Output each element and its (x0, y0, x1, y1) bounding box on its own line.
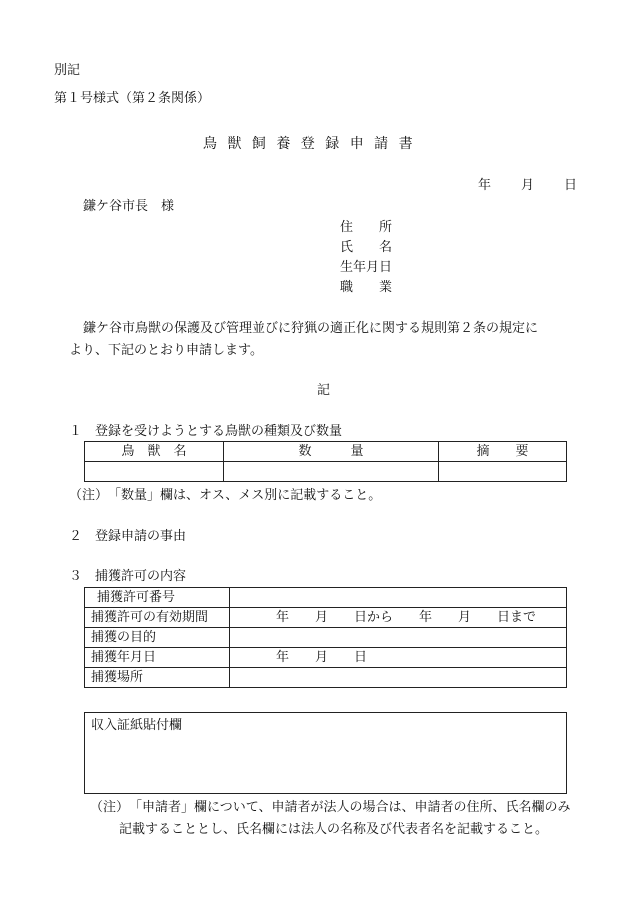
applicant-address-label: 住 所 (340, 220, 393, 235)
table-row (85, 668, 567, 688)
capture-date-label: 捕獲年月日 (91, 650, 157, 665)
applicant-job-label: 職 業 (340, 280, 393, 295)
column-header-species: 鳥 獣 名 (85, 442, 224, 462)
table-row (85, 462, 567, 482)
ki-heading: 記 (317, 383, 331, 398)
revenue-stamp-box[interactable] (84, 712, 567, 794)
permit-number-label: 捕獲許可番号 (97, 590, 176, 605)
table-row (85, 588, 567, 608)
purpose-cell[interactable] (230, 628, 567, 648)
section-1-heading: １ 登録を受けようとする鳥獣の種類及び数量 (69, 424, 343, 439)
table-header-row (85, 442, 567, 462)
row-label-purpose (85, 628, 230, 648)
row-label-capture-date (85, 648, 230, 668)
revenue-stamp-label: 収入証紙貼付欄 (91, 718, 183, 733)
column-header-remarks: 摘 要 (439, 442, 567, 462)
appendix-label: 別記 (54, 63, 81, 78)
body-line-1: 鎌ケ谷市鳥獣の保護及び管理並びに狩猟の適正化に関する規則第２条の規定に (83, 321, 539, 336)
date-day: 日 (564, 178, 578, 193)
capture-place-cell[interactable] (230, 668, 567, 688)
form-number: 第１号様式（第２条関係） (54, 91, 211, 106)
quantity-cell[interactable] (224, 462, 439, 482)
remarks-cell[interactable] (439, 462, 567, 482)
applicant-name-label: 氏 名 (340, 240, 393, 255)
species-table (84, 441, 567, 482)
date-month: 月 (521, 178, 535, 193)
validity-label: 捕獲許可の有効期間 (91, 610, 209, 625)
table-row (85, 608, 567, 628)
row-label-validity (85, 608, 230, 628)
section-2-heading: ２ 登録申請の事由 (69, 529, 187, 544)
capture-date-cell[interactable]: 年 月 日 (230, 648, 567, 668)
table-row (85, 628, 567, 648)
section-1-note: （注） 「数量」欄は、オス、メス別に記載すること。 (69, 488, 382, 503)
addressee: 鎌ケ谷市長 様 (83, 199, 175, 214)
body-line-2: より、下記のとおり申請します。 (69, 343, 263, 358)
section-3-heading: ３ 捕獲許可の内容 (69, 569, 187, 584)
capture-permit-table (84, 587, 567, 688)
validity-cell[interactable]: 年 月 日から 年 月 日まで (230, 608, 567, 628)
species-cell[interactable] (85, 462, 224, 482)
applicant-birth-label: 生年月日 (340, 260, 393, 275)
permit-number-cell[interactable] (230, 588, 567, 608)
document-title: 鳥 獣 飼 養 登 録 申 請 書 (203, 136, 416, 152)
row-label-capture-place (85, 668, 230, 688)
column-header-quantity: 数 量 (224, 442, 439, 462)
footer-note-line-2: 記載することとし、氏名欄には法人の名称及び代表者名を記載すること。 (119, 822, 549, 837)
capture-place-label: 捕獲場所 (91, 670, 144, 685)
row-label-permit-number (85, 588, 230, 608)
purpose-label: 捕獲の目的 (91, 630, 157, 645)
table-row (85, 648, 567, 668)
date-year: 年 (478, 178, 492, 193)
footer-note-line-1: （注） 「申請者」欄について、申請者が法人の場合は、申請者の住所、氏名欄のみ (90, 800, 571, 815)
